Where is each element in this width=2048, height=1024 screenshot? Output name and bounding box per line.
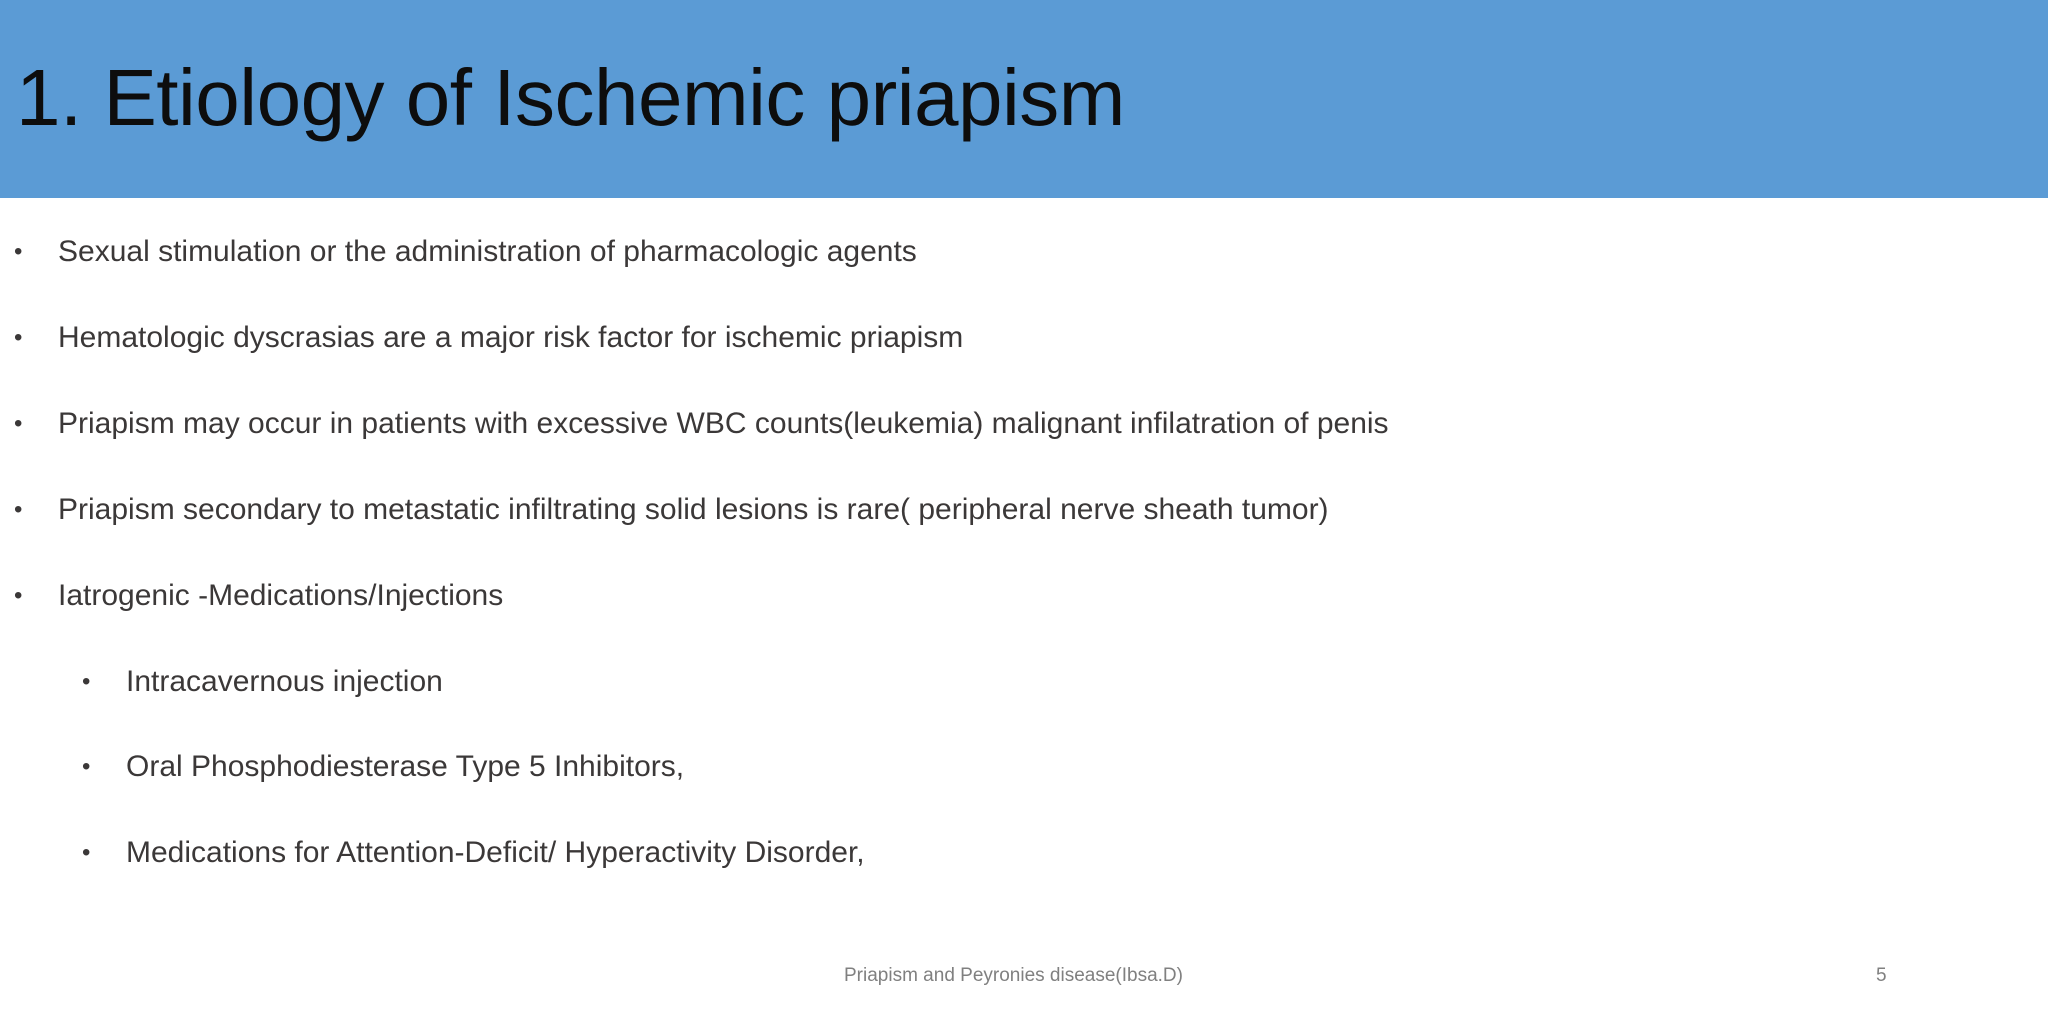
bullet-icon: • [14,410,23,437]
bullet-icon: • [14,496,23,523]
bullet-text: Sexual stimulation or the administration of pharmacologic agents [58,235,917,268]
slide-title: 1. Etiology of Ischemic priapism [16,53,1125,142]
slide-footer: Priapism and Peyronies disease(Ibsa.D) [844,965,1183,986]
bullet-text: Intracavernous injection [126,665,443,698]
bullet-icon: • [14,582,23,609]
bullet-text: Priapism secondary to metastatic infiltrating solid lesions is rare( peripheral nerve sheath tumor) [58,493,1329,526]
bullet-icon: • [14,324,23,351]
bullet-icon: • [82,839,91,866]
bullet-icon: • [82,668,91,695]
bullet-text: Oral Phosphodiesterase Type 5 Inhibitors, [126,750,685,783]
bullet-text: Hematologic dyscrasias are a major risk factor for ischemic priapism [58,321,964,354]
bullet-text: Medications for Attention-Deficit/ Hyperactivity Disorder, [126,836,865,869]
bullet-text: Iatrogenic -Medications/Injections [58,579,504,612]
bullet-icon: • [82,753,91,780]
bullet-icon: • [14,238,23,265]
page-number: 5 [1876,965,1887,986]
bullet-text: Priapism may occur in patients with excessive WBC counts(leukemia) malignant infilatration of penis [58,407,1389,440]
